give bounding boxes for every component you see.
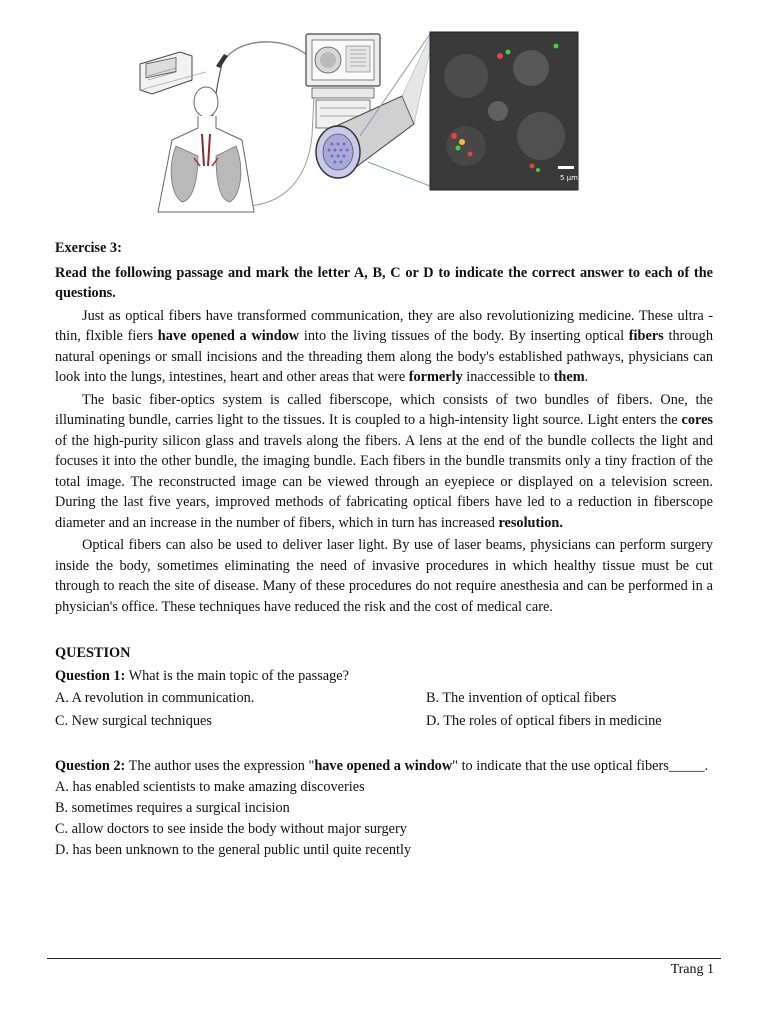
q1-option-b[interactable]: B. The invention of optical fibers xyxy=(426,690,617,706)
footer-divider xyxy=(47,958,721,959)
text-span: The basic fiber-optics system is called fiberscope, which consists of two bundles of fibers. One, the illuminating bundle, carries light to the tissues. It is coupled to a high-intensity light source. Light enters the xyxy=(55,391,713,428)
question-text: The author uses the expression " xyxy=(125,758,315,774)
exercise-instruction: Read the following passage and mark the letter A, B, C or D to indicate the correct answer to each of the questions. xyxy=(55,264,713,301)
emphasis-span: them xyxy=(553,369,585,385)
emphasis-span: formerly xyxy=(408,369,463,385)
question-1-options xyxy=(55,688,713,732)
exercise-title: Exercise 3: xyxy=(55,240,122,256)
fiberscope-diagram xyxy=(136,16,588,214)
patient-silhouette xyxy=(158,87,254,212)
question-label: Question 1: xyxy=(55,667,126,684)
tissue-micrograph xyxy=(430,32,578,190)
passage-paragraph-2 xyxy=(55,390,713,534)
q2-option-a[interactable]: A. has enabled scientists to make amazing discoveries xyxy=(55,778,365,795)
text-span: through natural openings or small incisions and the threading them along the body's established pathways, physicians can look into the lungs, intestines, heart and other areas that were xyxy=(55,328,713,385)
scale-bar-label: 5 µm xyxy=(560,174,578,182)
question-heading: QUESTION xyxy=(55,645,131,661)
page-number: Trang 1 xyxy=(670,962,714,977)
passage-paragraph-3: Optical fibers can also be used to deliver laser light. By use of laser beams, physicians can perform surgery inside the body, sometimes eliminating the need of invasive procedures in which healthy tissue must be cut through to reach the site of disease. Many of these procedures do not require anesthesia and can be performed in a physician's office. These techniques have reduced the risk and the cost of medical care. xyxy=(55,537,713,615)
emphasis-span: have opened a window xyxy=(314,758,453,774)
q1-option-c[interactable]: C. New surgical techniques xyxy=(55,713,212,729)
question-text: " to indicate that the use optical fibers_____. xyxy=(452,758,709,774)
emphasis-span: fibers xyxy=(628,328,664,344)
question-1-stem xyxy=(55,666,713,687)
passage-paragraph-1 xyxy=(55,306,713,388)
text-span: Just as optical fibers have transformed communication, they are also revolutionizing medicine. These ultra - thin, flxible fiers xyxy=(55,307,713,344)
spacer xyxy=(55,732,713,756)
text-span: . xyxy=(584,369,589,385)
q1-option-d[interactable]: D. The roles of optical fibers in medicine xyxy=(426,713,662,729)
fiberscope-illustration xyxy=(136,16,588,214)
q2-option-d[interactable]: D. has been unknown to the general public until quite recently xyxy=(55,841,412,858)
q1-option-a[interactable]: A. A revolution in communication. xyxy=(55,690,255,706)
question-2-stem xyxy=(55,756,713,777)
light-source-device-icon xyxy=(140,52,206,94)
emphasis-span: cores xyxy=(681,412,713,428)
document-body xyxy=(55,238,713,861)
text-span: of the high-purity silicon glass and travels along the fibers. A lens at the end of the bundle collects the light and focuses it into the other bundle, the imaging bundle. Each fibers in the bundle transmits only a tiny fraction of the total image. The reconstructed image can be viewed through an eyepiece or displayed on a television screen. During the last five years, improved methods of fabricating optical fibers have led to a reduction in fiberscope diameter and an increase in the number of fibers, which in turn has increased xyxy=(55,432,713,531)
q2-option-c[interactable]: C. allow doctors to see inside the body without major surgery xyxy=(55,820,407,837)
question-label: Question 2: xyxy=(55,758,126,774)
text-span: inaccessible to xyxy=(462,369,554,385)
q2-option-b[interactable]: B. sometimes requires a surgical incision xyxy=(55,799,290,816)
emphasis-span: resolution. xyxy=(498,514,563,531)
question-text: What is the main topic of the passage? xyxy=(125,667,349,684)
text-span: into the living tissues of the body. By inserting optical xyxy=(299,328,629,344)
emphasis-span: have opened a window xyxy=(157,328,300,344)
